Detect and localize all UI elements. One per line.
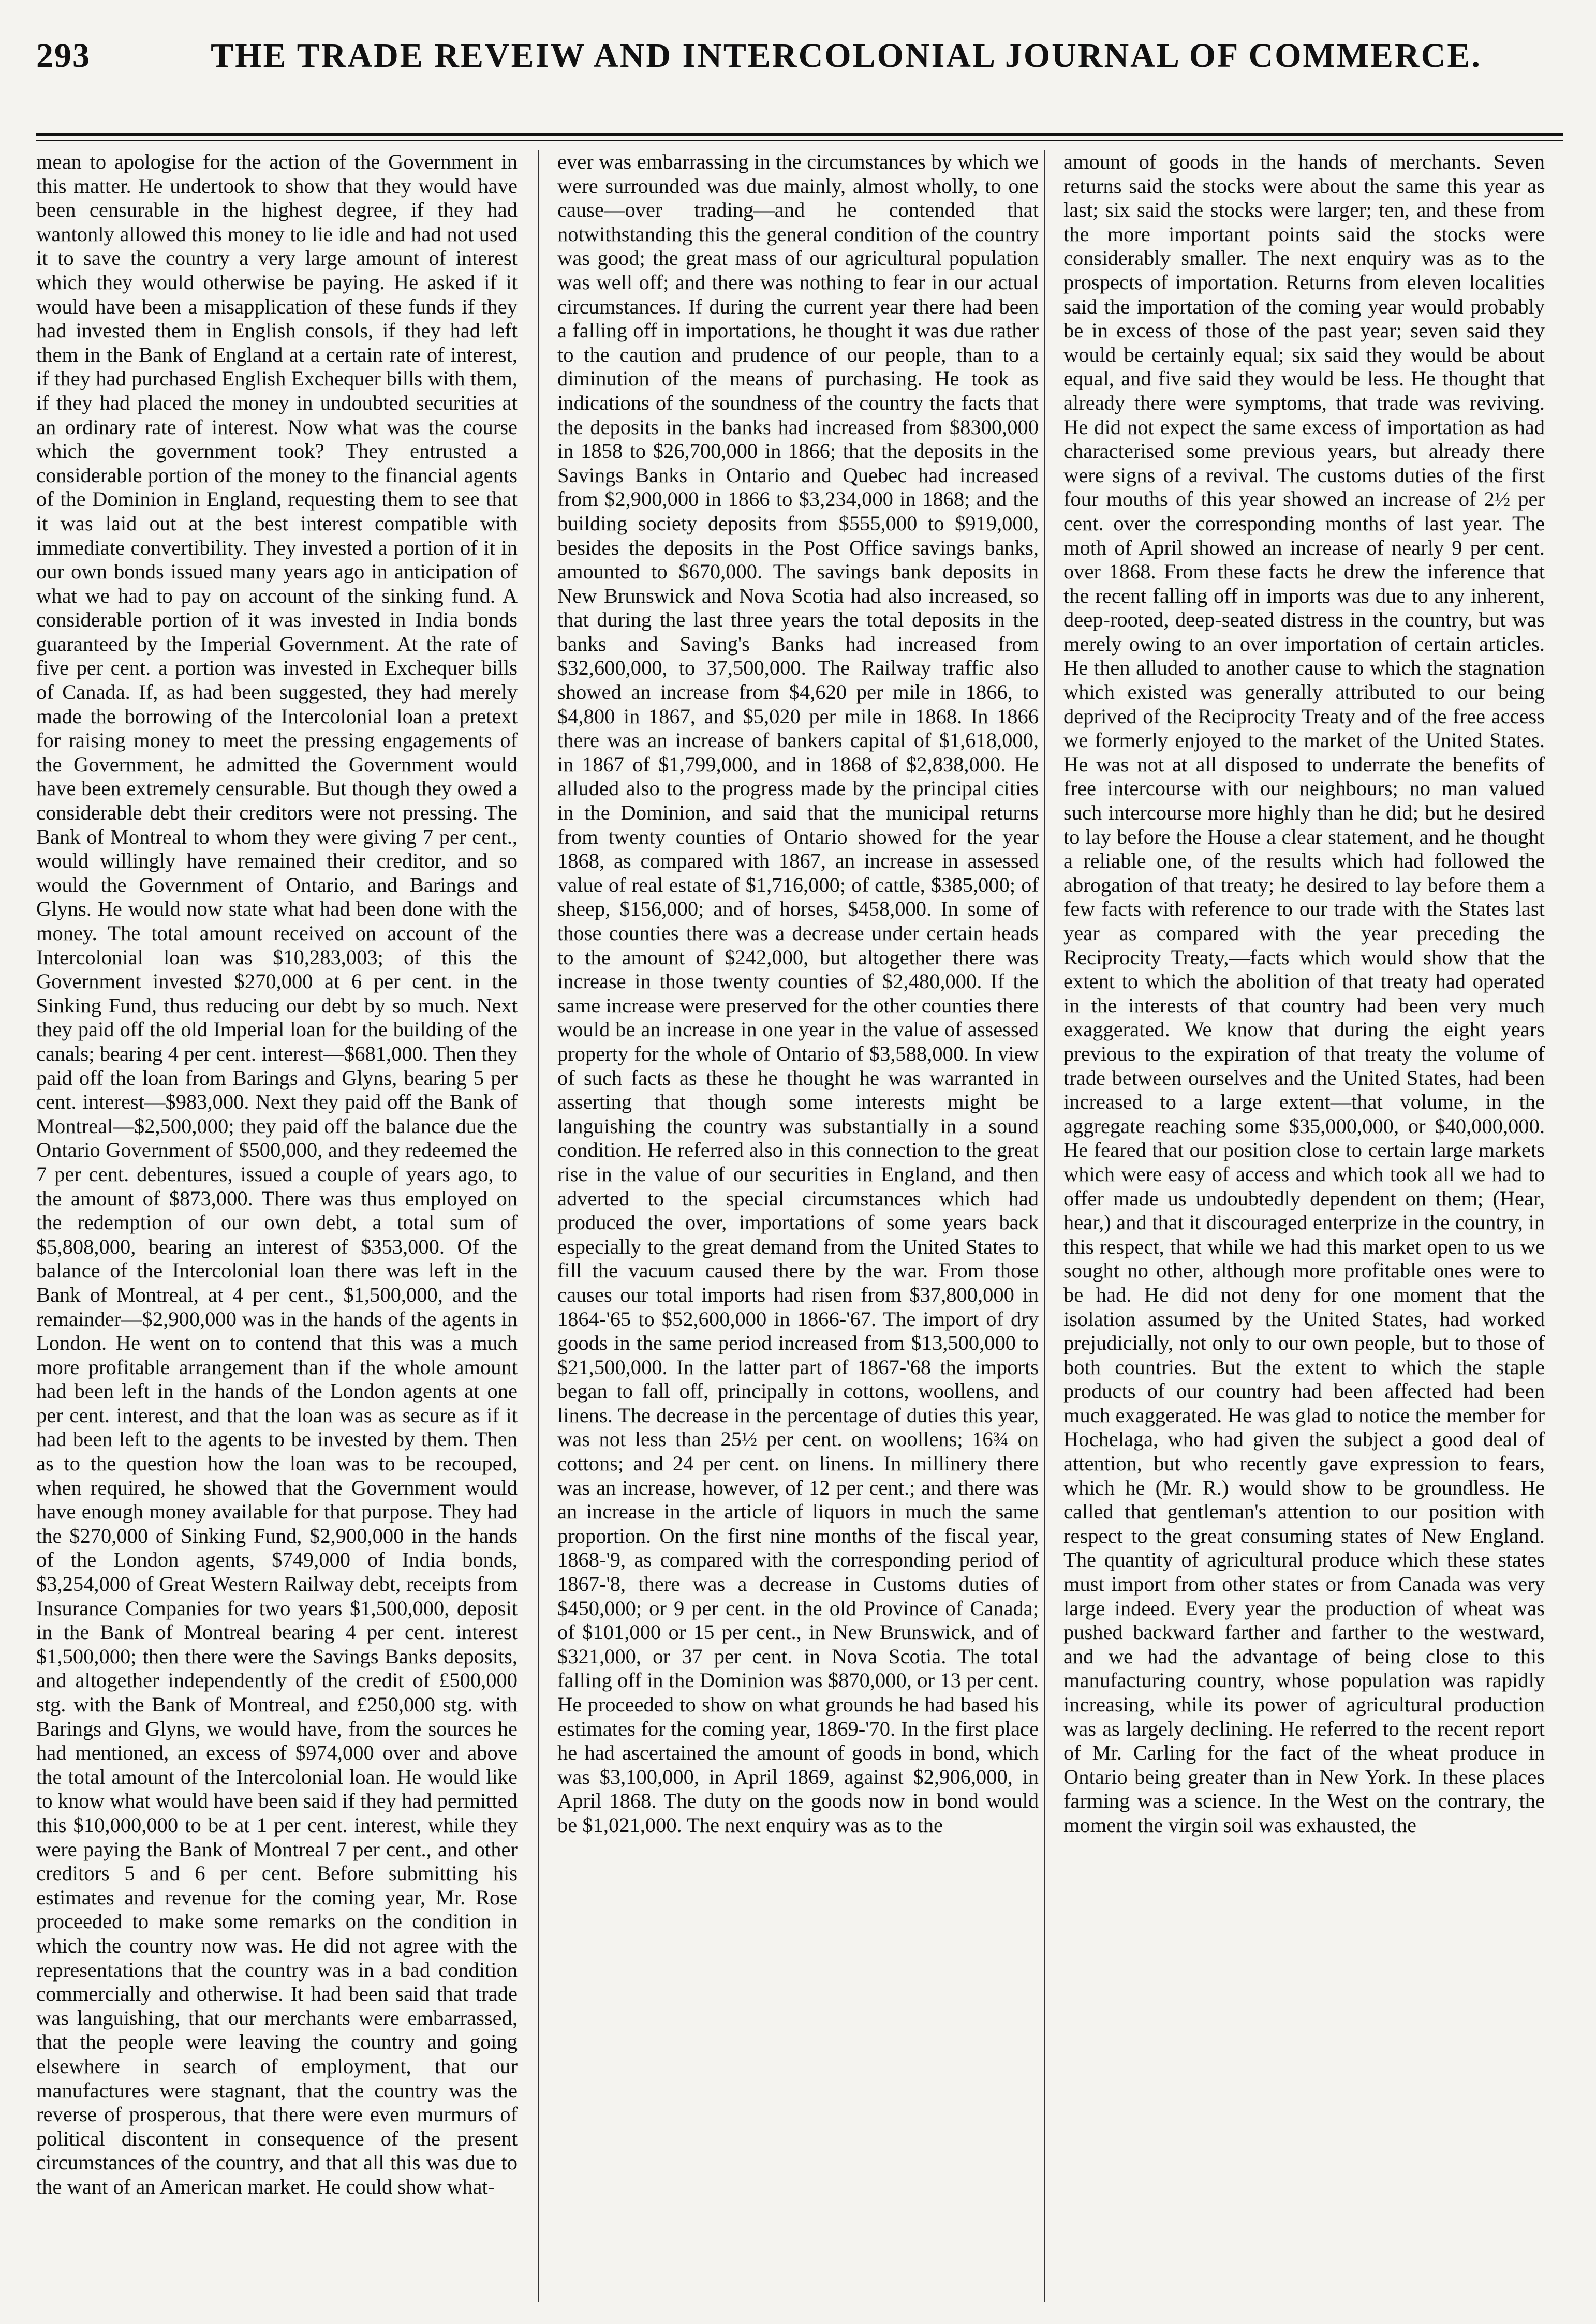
header-rule-thick (36, 133, 1563, 136)
article-text-column-3: amount of goods in the hands of merchants. Seven returns said the stocks were about the same this year as last; six said the stocks were larger; ten, and these from the more important points said the stocks were considerably smaller. The next enquiry was as to the prospects of importation. Returns from eleven localities said the importation of the coming year would probably be in excess of those of the past year; seven said they would be certainly equal; six said they would be about equal, and five said they would be less. He thought that already there were symptoms, that trade was reviving. He did not expect the same excess of importation as had characterised some previous years, but already there were signs of a revival. The customs duties of the first four mouths of this year showed an increase of 2½ per cent. over the corresponding months of last year. The moth of April showed an increase of nearly 9 per cent. over 1868. From these facts he drew the inference that the recent falling off in imports was due to any inherent, deep-rooted, deep-seated distress in the country, but was merely owing to an over importation of certain articles. He then alluded to another cause to which the stagnation which existed was generally attributed to our being deprived of the Reciprocity Treaty and of the free access we formerly enjoyed to the market of the United States. He was not at all disposed to underrate the benefits of free intercourse with our neighbours; no man valued such intercourse more highly than he did; but he desired to lay before the House a clear statement, and he thought a reliable one, of the results which had followed the abrogation of that treaty; he desired to lay before them a few facts with reference to our trade with the States last year as compared with the year preceding the Reciprocity Treaty,—facts which would show that the extent to which the abolition of that treaty had operated in the interests of that country had been very much exaggerated. We know that during the eight years previous to the expiration of that treaty the volume of trade between ourselves and the United States, had been increased to a large extent—that volume, in the aggregate reaching some $35,000,000, or $40,000,000. He feared that our position close to certain large markets which were easy of access and which took all we had to offer made us undoubtedly dependent on them; (Hear, hear,) and that it discouraged enterprize in the country, in this respect, that while we had this market open to us we sought no other, although more profitable ones were to be had. He did not deny for one moment that the isolation assumed by the United States, had worked prejudicially, not only to our own people, but to those of both countries. But the extent to which the staple products of our country had been affected had been much exaggerated. He was glad to notice the member for Hochelaga, who had given the subject a good deal of attention, but who recently gave expression to fears, which he (Mr. R.) would show to be groundless. He called that gentleman's attention to our position with respect to the great consuming states of New England. The quantity of agricultural produce which these states must import from other states or from Canada was very large indeed. Every year the production of wheat was pushed backward farther and farther to the westward, and we had the advantage of being close to this manufacturing country, whose population was rapidly increasing, while its power of agricultural production was as largely declining. He referred to the recent report of Mr. Carling for the fact of the wheat produce in Ontario being greater than in New York. In these places farming was a science. In the West on the contrary, the moment the virgin soil was exhausted, the (1063, 150, 1545, 1837)
column-divider-2 (1044, 150, 1045, 2302)
article-text-column-2: ever was embarrassing in the circumstances by which we were surrounded was due mainly, almost wholly, to one cause—over trading—and he contended that notwithstanding this the general condition of the country was good; the great mass of our agricultural population was well off; and there was nothing to fear in our actual circumstances. If during the current year there had been a falling off in importations, he thought it was due rather to the caution and prudence of our people, than to a diminution of the means of purchasing. He took as indications of the soundness of the country the facts that the deposits in the banks had increased from $8300,000 in 1858 to $26,700,000 in 1866; that the deposits in the Savings Banks in Ontario and Quebec had increased from $2,900,000 in 1866 to $3,234,000 in 1868; and the building society deposits from $555,000 to $919,000, besides the deposits in the Post Office savings banks, amounted to $670,000. The savings bank deposits in New Brunswick and Nova Scotia had also increased, so that during the last three years the total deposits in the banks and Saving's Banks had increased from $32,600,000, to 37,500,000. The Railway traffic also showed an increase from $4,620 per mile in 1866, to $4,800 in 1867, and $5,020 per mile in 1868. In 1866 there was an increase of bankers capital of $1,618,000, in 1867 of $1,799,000, and in 1868 of $2,838,000. He alluded also to the progress made by the principal cities in the Dominion, and said that the municipal returns from twenty counties of Ontario showed for the year 1868, as compared with 1867, an increase in assessed value of real estate of $1,716,000; of cattle, $385,000; of sheep, $156,000; and of horses, $458,000. In some of those counties there was a decrease under certain heads to the amount of $242,000, but altogether there was increase in those twenty counties of $2,480,000. If the same increase were preserved for the other counties there would be an increase in one year in the value of assessed property for the whole of Ontario of $3,588,000. In view of such facts as these he thought he was warranted in asserting that though some interests might be languishing the country was substantially in a sound condition. He referred also in this connection to the great rise in the value of our securities in England, and then adverted to the special circumstances which had produced the over, importations of some years back especially to the great demand from the United States to fill the vacuum caused there by the war. From those causes our total imports had risen from $37,800,000 in 1864-'65 to $52,600,000 in 1866-'67. The import of dry goods in the same period increased from $13,500,000 to $21,500,000. In the latter part of 1867-'68 the imports began to fall off, principally in cottons, woollens, and linens. The decrease in the percentage of duties this year, was not less than 25½ per cent. on woollens; 16¾ on cottons; and 24 per cent. on linens. In millinery there was an increase, however, of 12 per cent.; and there was an increase in the article of liquors in much the same proportion. On the first nine months of the fiscal year, 1868-'9, as compared with the corresponding period of 1867-'8, there was a decrease in Customs duties of $450,000; or 9 per cent. in the old Province of Canada; of $101,000 or 15 per cent., in New Brunswick, and of $321,000, or 37 per cent. in Nova Scotia. The total falling off in the Dominion was $870,000, or 13 per cent. He proceeded to show on what grounds he had based his estimates for the coming year, 1869-'70. In the first place he had ascertained the amount of goods in bond, which was $3,100,000, in April 1869, against $2,906,000, in April 1868. The duty on the goods now in bond would be $1,021,000. The next enquiry was as to the (557, 150, 1039, 1837)
text-column-2 (557, 150, 1039, 2302)
header-rule-thin (36, 140, 1563, 141)
column-divider-1 (538, 150, 539, 2302)
running-title: THE TRADE REVEIW AND INTERCOLONIAL JOURNAL OF COMMERCE. (211, 37, 1482, 75)
text-column-3 (1063, 150, 1545, 2302)
page-number: 293 (36, 37, 91, 75)
text-column-1 (36, 150, 518, 2302)
page-header (36, 21, 1563, 98)
article-text-column-1: mean to apologise for the action of the Government in this matter. He undertook to show that they would have been censurable in the highest degree, if they had wantonly allowed this money to lie idle and had not used it to save the country a very large amount of interest which they would otherwise be paying. He asked if it would have been a misapplication of these funds if they had invested them in English consols, if they had left them in the Bank of England at a certain rate of interest, if they had purchased English Exchequer bills with them, if they had placed the money in undoubted securities at an ordinary rate of interest. Now what was the course which the government took? They entrusted a considerable portion of the money to the financial agents of the Dominion in England, requesting them to see that it was laid out at the best interest compatible with immediate convertibility. They invested a portion of it in our own bonds issued many years ago in anticipation of what we had to pay on account of the sinking fund. A considerable portion of it was invested in India bonds guaranteed by the Imperial Government. At the rate of five per cent. a portion was invested in Exchequer bills of Canada. If, as had been suggested, they had merely made the borrowing of the Intercolonial loan a pretext for raising money to meet the pressing engagements of the Government, he admitted the Government would have been extremely censurable. But though they owed a considerable debt their creditors were not pressing. The Bank of Montreal to whom they were giving 7 per cent., would willingly have remained their creditor, and so would the Government of Ontario, and Barings and Glyns. He would now state what had been done with the money. The total amount received on account of the Intercolonial loan was $10,283,003; of this the Government invested $270,000 at 6 per cent. in the Sinking Fund, thus reducing our debt by so much. Next they paid off the old Imperial loan for the building of the canals; bearing 4 per cent. interest—$681,000. Then they paid off the loan from Barings and Glyns, bearing 5 per cent. interest—$983,000. Next they paid off the Bank of Montreal—$2,500,000; they paid off the balance due the Ontario Government of $500,000, and they redeemed the 7 per cent. debentures, issued a couple of years ago, to the amount of $873,000. There was thus employed on the redemption of our own debt, a total sum of $5,808,000, bearing an interest of $353,000. Of the balance of the Intercolonial loan there was left in the Bank of Montreal, at 4 per cent., $1,500,000, and the remainder—$2,900,000 was in the hands of the agents in London. He went on to contend that this was a much more profitable arrangement than if the whole amount had been left in the hands of the London agents at one per cent. interest, and that the loan was as secure as if it had been left to the agents to be invested by them. Then as to the question how the loan was to be recouped, when required, he showed that the Government would have enough money available for that purpose. They had the $270,000 of Sinking Fund, $2,900,000 in the hands of the London agents, $749,000 of India bonds, $3,254,000 of Great Western Railway debt, receipts from Insurance Companies for two years $1,500,000, deposit in the Bank of Montreal bearing 4 per cent. interest $1,500,000; then there were the Savings Banks deposits, and altogether independently of the credit of £500,000 stg. with the Bank of Montreal, and £250,000 stg. with Barings and Glyns, we would have, from the sources he had mentioned, an excess of $974,000 over and above the total amount of the Intercolonial loan. He would like to know what would have been said if they had permitted this $10,000,000 to be at 1 per cent. interest, while they were paying the Bank of Montreal 7 per cent., and other creditors 5 and 6 per cent. Before submitting his estimates and revenue for the coming year, Mr. Rose proceeded to make some remarks on the condition in which the country now was. He did not agree with the representations that the country was in a bad condition commercially and otherwise. It had been said that trade was languishing, that our merchants were embarrassed, that the people were leaving the country and going elsewhere in search of employment, that our manufactures were stagnant, that the country was the reverse of prosperous, that there were even murmurs of political discontent in consequence of the present circumstances of the country, and that all this was due to the want of an American market. He could show what- (36, 150, 518, 2198)
